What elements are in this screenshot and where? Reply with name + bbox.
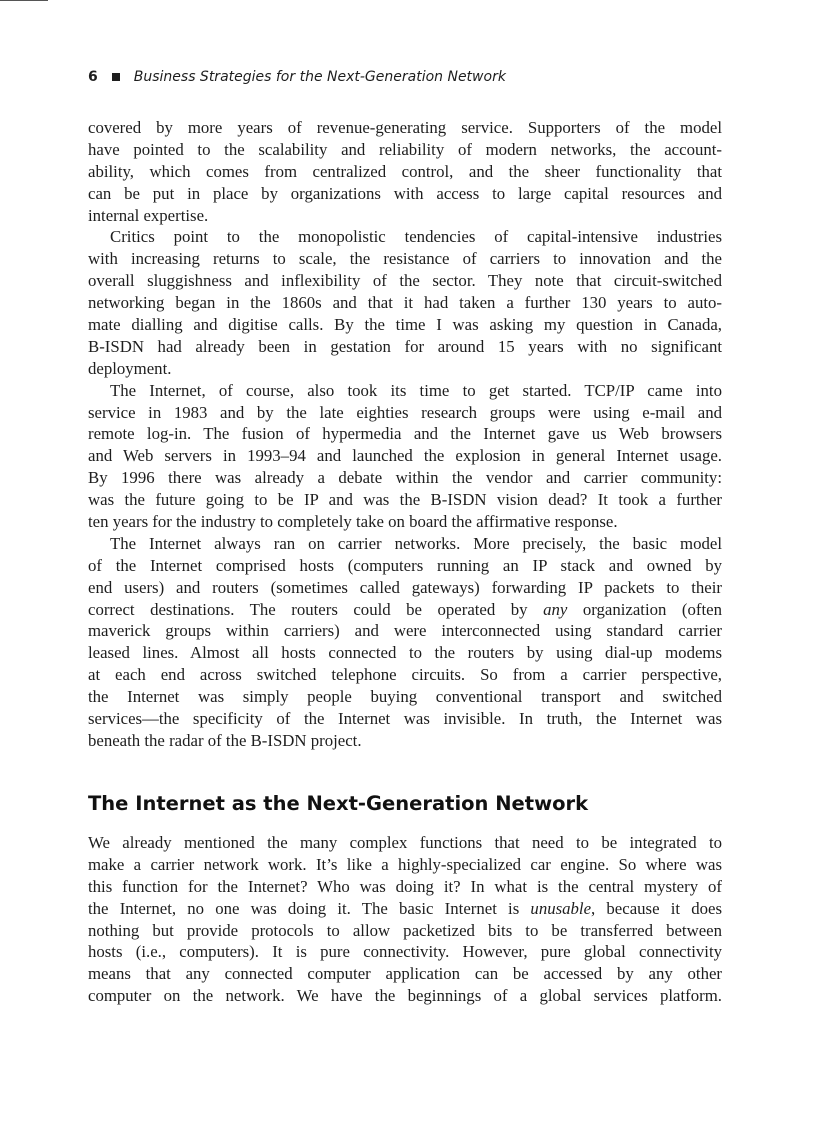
section-body-text [88,832,722,1007]
text-line: networking began in the 1860s and that it had taken a further 130 years to auto- [88,293,722,313]
body-text [88,117,722,752]
text-run: organization (often [582,599,722,619]
text-line: mate dialling and digitise calls. By the time I was asking my question in Canada, [88,315,722,335]
text-line: and Web servers in 1993–94 and launched the explosion in general Internet usage. [88,446,722,466]
square-bullet-icon [112,73,120,81]
text-line: remote log-in. The fusion of hypermedia and the Internet gave us Web browsers [88,424,722,444]
text-line: the Internet was simply people buying conventional transport and switched [88,687,722,707]
text-line: nothing but provide protocols to allow packetized bits to be transferred between [88,920,722,940]
text-line: service in 1983 and by the late eighties research groups were using e-mail and [88,402,722,422]
text-line: Critics point to the monopolistic tendencies of capital-intensive industries [110,227,722,247]
page-number: 6 [88,69,98,85]
paragraph-2 [88,226,722,379]
text-line: overall sluggishness and inflexibility of the sector. They note that circuit-switched [88,271,722,291]
text-run: the Internet, no one was doing it. The basic Internet is [88,898,520,918]
text-line: can be put in place by organizations with access to large capital resources and [88,183,722,203]
text-line: have pointed to the scalability and reliability of modern networks, the account- [88,139,722,159]
text-line: ten years for the industry to completely take on board the affirmative response. [88,512,618,532]
running-header [88,67,506,87]
text-line: services—the specificity of the Internet was invisible. In truth, the Internet was [88,709,722,729]
text-line-with-emphasis [88,599,722,621]
paragraph-1 [88,117,722,226]
emphasis-any: any [543,599,568,619]
emphasis-unusable: unusable [530,898,592,918]
text-line: We already mentioned the many complex functions that need to be integrated to [88,833,722,852]
paragraph-4 [88,533,722,752]
text-line: end users) and routers (sometimes called gateways) forwarding IP packets to their [88,577,722,597]
text-line: internal expertise. [88,205,209,225]
text-line: ability, which comes from centralized control, and the sheer functionality that [88,161,722,181]
text-line: leased lines. Almost all hosts connected to the routers by using dial-up modems [88,643,722,663]
text-line: deployment. [88,358,172,378]
text-line: computer on the network. We have the beginnings of a global services platform. [88,986,722,1006]
text-line: with increasing returns to scale, the resistance of carriers to innovation and the [88,249,722,269]
section-heading: The Internet as the Next-Generation Network [88,792,589,815]
text-line: this function for the Internet? Who was doing it? In what is the central mystery of [88,876,722,896]
crop-mark [0,0,48,1]
text-line: By 1996 there was already a debate within the vendor and carrier community: [88,468,722,488]
text-line: The Internet, of course, also took its time to get started. TCP/IP came into [110,380,722,400]
text-line: covered by more years of revenue-generating service. Supporters of the model [88,118,722,137]
text-line: of the Internet comprised hosts (computers running an IP stack and owned by [88,555,722,575]
text-run: , because it does [591,898,722,918]
text-line: was the future going to be IP and was the B-ISDN vision dead? It took a further [88,490,722,510]
text-run: correct destinations. The routers could be operated by [88,599,528,619]
text-line: B-ISDN had already been in gestation for around 15 years with no significant [88,336,722,356]
paragraph-5 [88,832,722,1007]
running-title: Business Strategies for the Next-Generation Network [133,69,506,85]
text-line-with-emphasis [88,898,722,920]
text-line: beneath the radar of the B-ISDN project. [88,730,362,750]
text-line: The Internet always ran on carrier networks. More precisely, the basic model [110,533,722,553]
text-line: maverick groups within carriers) and were interconnected using standard carrier [88,621,722,641]
text-line: means that any connected computer application can be accessed by any other [88,964,722,984]
text-line: hosts (i.e., computers). It is pure connectivity. However, pure global connectivity [88,942,722,962]
paragraph-3 [88,380,722,533]
text-line: make a carrier network work. It’s like a highly-specialized car engine. So where was [88,854,722,874]
text-line: at each end across switched telephone circuits. So from a carrier perspective, [88,665,722,685]
